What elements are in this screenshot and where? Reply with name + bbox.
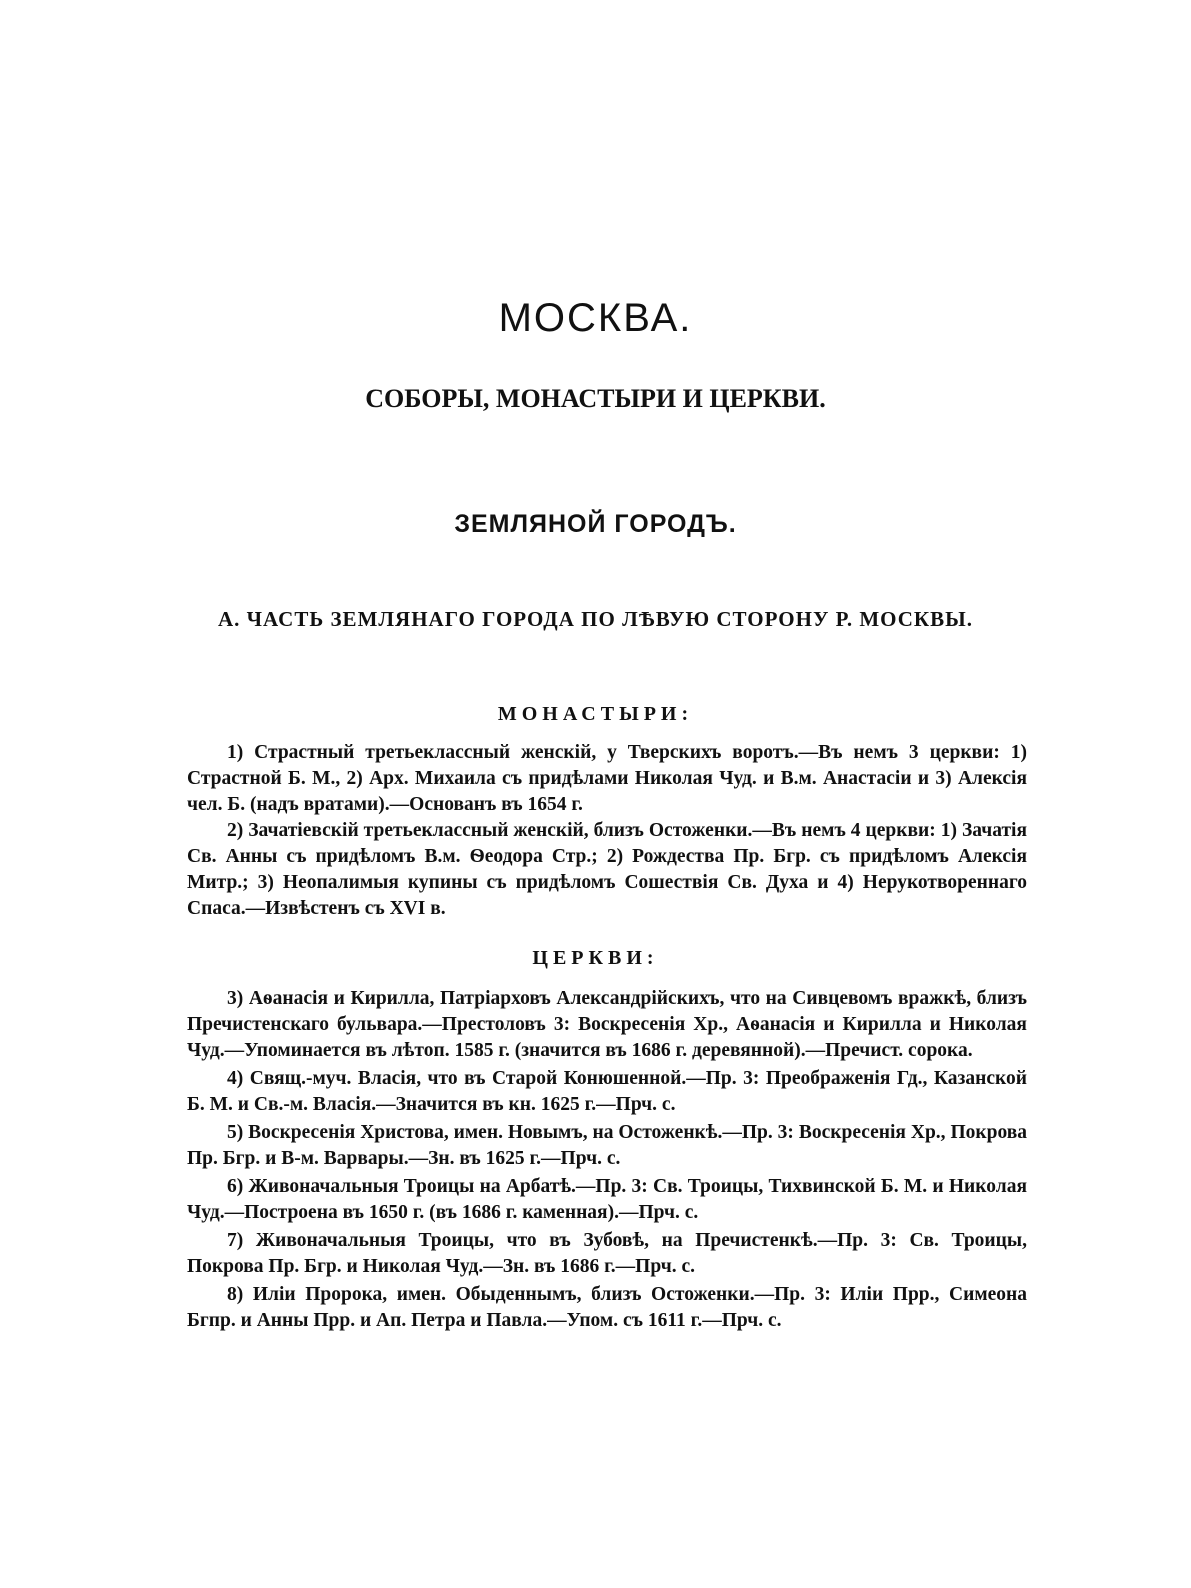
part-heading: А. ЧАСТЬ ЗЕМЛЯНАГО ГОРОДА ПО ЛѢВУЮ СТОРОНУ Р. МОСКВЫ. (217, 607, 974, 631)
monasteries-list (187, 740, 1027, 922)
monastery-entry: 2) Зачатіевскій третьеклассный женскій, близъ Остоженки.—Въ немъ 4 церкви: 1) Зачатія Св. Анны съ придѣломъ В.м. Ѳеодора Стр.; 2) Рождества Пр. Бгр. съ придѣломъ Алексія Митр.; 3) Неопалимыя купины съ придѣломъ Сошествія Св. Духа и 4) Нерукотвореннаго Спаса.—Извѣстенъ съ XVI в. (187, 820, 1027, 919)
page-title: МОСКВА. (498, 296, 693, 340)
district-heading: ЗЕМЛЯНОЙ ГОРОДЪ. (454, 510, 737, 538)
church-entry: 3) Аѳанасія и Кирилла, Патріарховъ Александрійскихъ, что на Сивцевомъ вражкѣ, близъ Пречистенскаго бульвара.—Престоловъ 3: Воскресенія Хр., Аѳанасія и Кирилла и Николая Чуд.—Упоминается въ лѣтоп. 1585 г. (значится въ 1686 г. деревянной).—Пречист. сорока. (187, 988, 1027, 1061)
churches-heading: ЦЕРКВИ: (532, 947, 659, 969)
church-entry: 4) Свящ.-муч. Власія, что въ Старой Конюшенной.—Пр. 3: Преображенія Гд., Казанской Б. М. и Св.-м. Власія.—Значится въ кн. 1625 г.—Прч. с. (187, 1068, 1027, 1115)
monastery-entry: 1) Страстный третьеклассный женскій, у Тверскихъ воротъ.—Въ немъ 3 церкви: 1) Страстной Б. М., 2) Арх. Михаила съ придѣлами Николая Чуд. и В.м. Анастасіи и 3) Алексія чел. Б. (надъ вратами).—Основанъ въ 1654 г. (187, 742, 1027, 815)
monasteries-heading: МОНАСТЫРИ: (497, 703, 694, 725)
church-entry: 7) Живоначальныя Троицы, что въ Зубовѣ, на Пречистенкѣ.—Пр. 3: Св. Троицы, Покрова Пр. Бгр. и Николая Чуд.—Зн. въ 1686 г.—Прч. с. (187, 1230, 1027, 1277)
church-entry: 8) Иліи Пророка, имен. Обыденнымъ, близъ Остоженки.—Пр. 3: Иліи Прр., Симеона Бгпр. и Анны Прр. и Ап. Петра и Павла.—Упом. съ 1611 г.—Прч. с. (187, 1284, 1027, 1331)
page-subtitle: СОБОРЫ, МОНАСТЫРИ И ЦЕРКВИ. (365, 384, 826, 413)
churches-list (187, 986, 1027, 1336)
church-entry: 5) Воскресенія Христова, имен. Новымъ, на Остоженкѣ.—Пр. 3: Воскресенія Хр., Покрова Пр. Бгр. и В-м. Варвары.—Зн. въ 1625 г.—Прч. с. (187, 1122, 1027, 1169)
church-entry: 6) Живоначальныя Троицы на Арбатѣ.—Пр. 3: Св. Троицы, Тихвинской Б. М. и Николая Чуд.—Построена въ 1650 г. (въ 1686 г. каменная).—Прч. с. (187, 1176, 1027, 1223)
